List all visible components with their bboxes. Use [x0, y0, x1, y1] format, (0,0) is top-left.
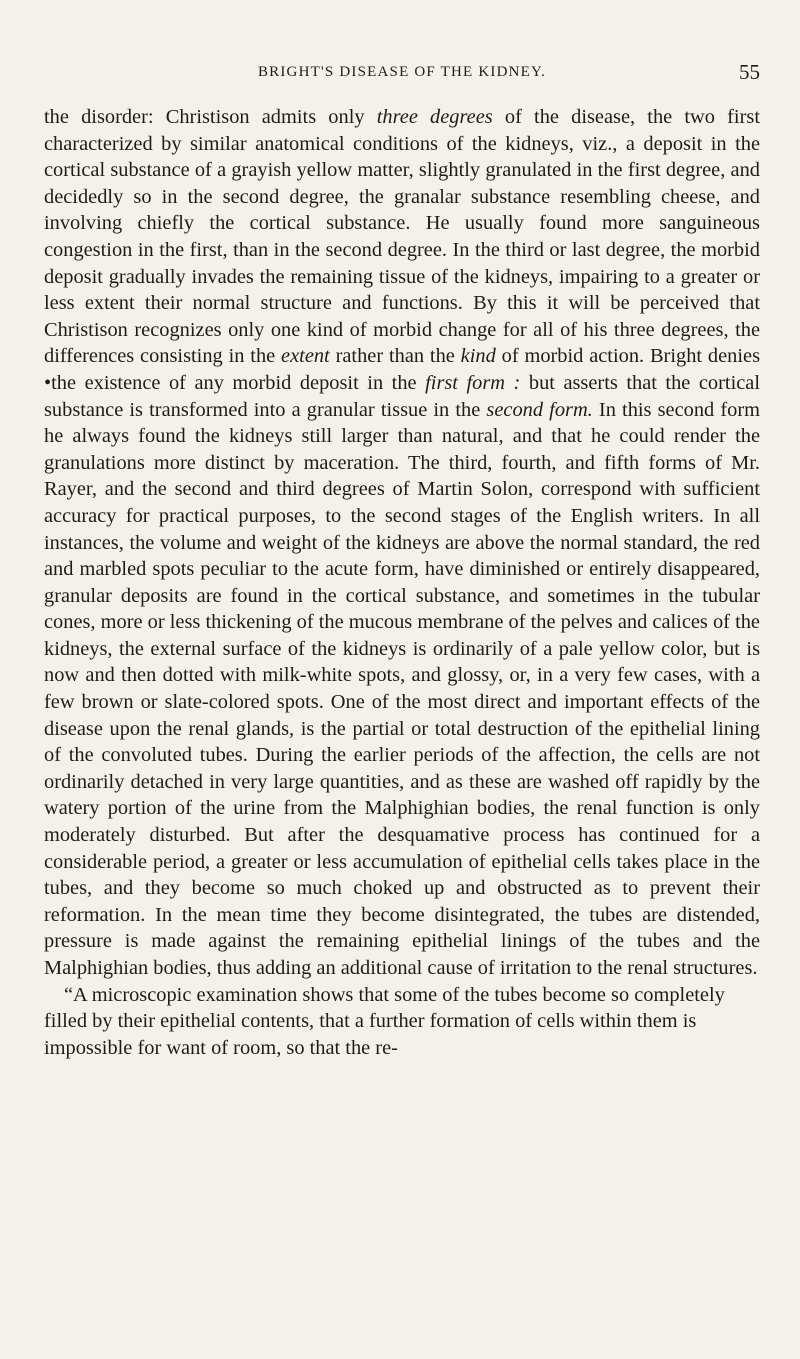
text-run: rather than the [329, 345, 461, 368]
emphasis: three degrees [376, 106, 493, 128]
text-run: the disorder: Christison admits only [44, 106, 377, 128]
text-run: of the disease, the two first characterized by similar anatomical conditions of the kidneys, viz., a deposit in the cortical substance of a grayish yellow matter, slightly granulated in the first degree, and decidedly so in the second degree, the granalar substance resembling cheese, and involving chiefly the cortical substance. He usually found more sanguineous congestion in the first, than in the second degree. In the third or last degree, the morbid deposit gradually invades the remaining tissue of the kidneys, impairing to a greater or less extent their normal structure and functions. By this it will be perceived that Christison recognizes only one kind of morbid change for all of his three degrees, the differences consisting in the [44, 106, 760, 368]
emphasis: first form : [425, 371, 521, 394]
body-text [44, 104, 760, 1061]
text-run: of morbid action. Bright denies •the existence of any morbid deposit in the [44, 345, 761, 394]
paragraph-1 [44, 104, 760, 982]
emphasis: extent [281, 345, 330, 368]
emphasis: kind [460, 345, 496, 368]
text-run: but asserts that the cortical substance is transformed into a granular tissue in the [44, 371, 760, 421]
page-number: 55 [739, 60, 760, 84]
emphasis: second form. [486, 398, 593, 421]
running-head: BRIGHT'S DISEASE OF THE KIDNEY. [257, 64, 547, 80]
page-header [44, 60, 760, 90]
paragraph-2: “A microscopic examination shows that some of the tubes become so completely filled by their epithelial contents, that a further formation of cells within them is impossible for want of room, so that the re- [44, 983, 725, 1059]
text-run: In this second form he always found the kidneys still larger than natural, and that he could render the granulations more distinct by maceration. The third, fourth, and fifth forms of Mr. Rayer, and the second and third degrees of Martin Solon, correspond with sufficient accuracy for practical purposes, to the second stages of the English writers. In all instances, the volume and weight of the kidneys are above the normal standard, the red and marbled spots peculiar to the acute form, have diminished or entirely disappeared, granular deposits are found in the cortical substance, and sometimes in the tubular cones, more or less thickening of the mucous membrane of the pelves and calices of the kidneys, the external surface of the kidneys is ordinarily of a pale yellow color, but is now and then dotted with milk-white spots, and glossy, or, in a very few cases, with a few brown or slate-colored spots. One of the most direct and important effects of the disease upon the renal glands, is the partial or total destruction of the epithelial lining of the convoluted tubes. During the earlier periods of the affection, the cells are not ordinarily detached in very large quantities, and as these are washed off rapidly by the watery portion of the urine from the Malphighian bodies, the renal function is only moderately disturbed. But after the desquamative process has continued for a considerable period, a greater or less accumulation of epithelial cells takes place in the tubes, and they become so much choked up and obstructed as to prevent their reformation. In the mean time they become disintegrated, the tubes are distended, pressure is made against the remaining epithelial linings of the tubes and the Malphighian bodies, thus adding an additional cause of irritation to the renal structures. [44, 398, 760, 979]
